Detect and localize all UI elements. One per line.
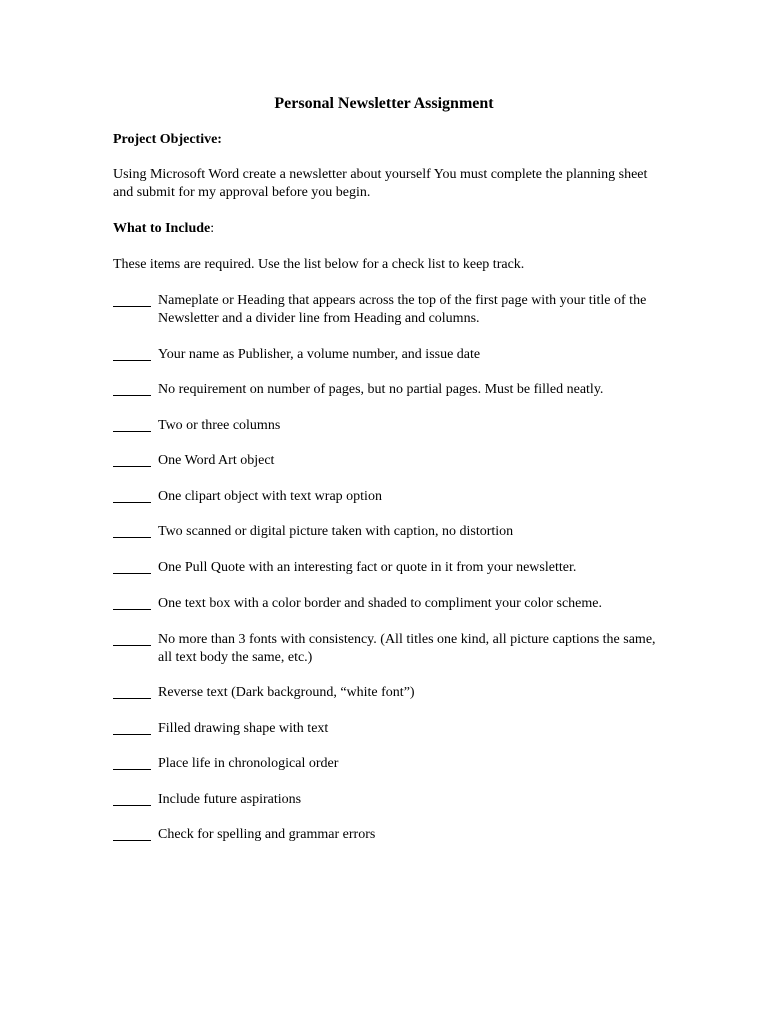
checklist-item-text: Place life in chronological order [158,756,339,771]
check-blank [113,417,158,438]
check-blank [113,826,158,847]
include-heading [113,220,214,238]
checklist-item [113,559,673,580]
check-blank [113,292,158,328]
check-blank [113,684,158,705]
checklist-item [113,292,673,328]
checklist-item-text: One clipart object with text wrap option [158,489,382,504]
checklist-item-text: Reverse text (Dark background, “white font”) [158,685,415,700]
checklist-item [113,488,673,509]
checklist-item [113,755,673,776]
checklist-item [113,452,673,473]
checklist-item-text: Two or three columns [158,418,281,433]
check-blank [113,631,158,667]
checklist-item-text: No more than 3 fonts with consistency. (All titles one kind, all picture captions the same, all text body the same, etc.) [158,632,656,665]
checklist-item [113,791,673,812]
check-blank [113,381,158,402]
intro-text: These items are required. Use the list below for a check list to keep track. [113,257,525,272]
check-blank [113,791,158,812]
checklist-item-text: Filled drawing shape with text [158,721,329,736]
checklist-item [113,595,673,616]
include-heading-text: What to Include [113,221,211,236]
check-blank [113,559,158,580]
checklist-item [113,826,673,847]
checklist-item-text: Check for spelling and grammar errors [158,827,376,842]
checklist-item [113,381,673,402]
checklist-item-text: Two scanned or digital picture taken with caption, no distortion [158,524,514,539]
objective-text: Using Microsoft Word create a newsletter about yourself You must complete the planning sheet and submit for my approval before you begin. [113,167,648,200]
checklist-item [113,720,673,741]
checklist-item-text: One Pull Quote with an interesting fact or quote in it from your newsletter. [158,560,577,575]
checklist-item [113,523,673,544]
checklist-item [113,684,673,705]
checklist-item [113,346,673,367]
checklist-item-text: Nameplate or Heading that appears across the top of the first page with your title of the Newsletter and a divider line from Heading and columns. [158,293,647,326]
checklist-item-text: No requirement on number of pages, but no partial pages. Must be filled neatly. [158,382,604,397]
check-blank [113,595,158,616]
include-heading-colon: : [210,221,215,236]
checklist-item [113,631,673,667]
check-blank [113,755,158,776]
check-blank [113,523,158,544]
checklist-item-text: Include future aspirations [158,792,302,807]
page-title: Personal Newsletter Assignment [274,95,494,112]
check-blank [113,452,158,473]
checklist-item-text: One text box with a color border and shaded to compliment your color scheme. [158,596,602,611]
objective-heading: Project Objective: [113,132,222,147]
checklist-item-text: One Word Art object [158,453,275,468]
check-blank [113,720,158,741]
check-blank [113,488,158,509]
checklist-item-text: Your name as Publisher, a volume number, and issue date [158,347,481,362]
checklist-item [113,417,673,438]
check-blank [113,346,158,367]
